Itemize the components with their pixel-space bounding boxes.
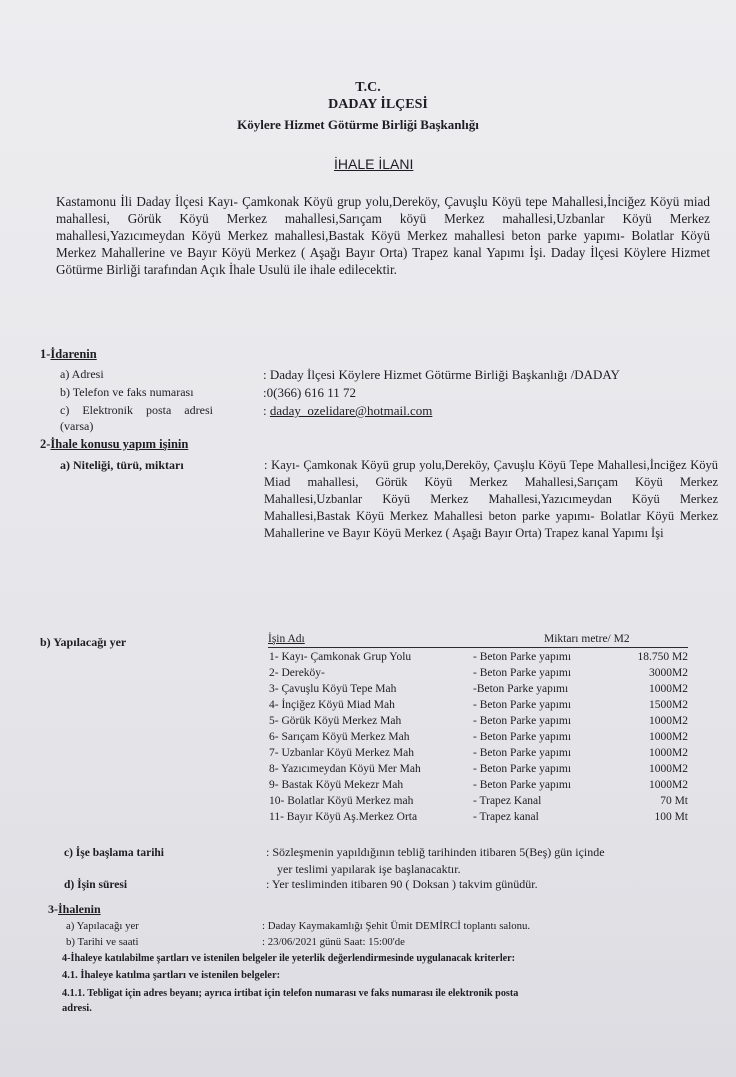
work-type: - Beton Parke yapımı [473, 667, 572, 679]
section1-heading [40, 347, 97, 362]
section3-heading [48, 902, 101, 917]
header-district: DADAY İLÇESİ [328, 97, 428, 112]
works-header-name: İşin Adı [268, 633, 305, 645]
work-qty: 1000M2 [649, 731, 688, 743]
work-qty: 3000M2 [649, 667, 688, 679]
work-name: 1- Kayı- Çamkonak Grup Yolu [269, 651, 412, 663]
tender-place-label: a) Yapılacağı yer [66, 920, 139, 932]
works-header-qty: Miktarı metre/ M2 [544, 633, 630, 645]
start-value-2: yer teslimi yapılarak işe başlanacaktır. [277, 862, 461, 876]
work-qty: 70 Mt [660, 795, 688, 807]
work-qty: 100 Mt [654, 811, 688, 823]
email-varsa: (varsa) [60, 419, 94, 433]
work-type: - Beton Parke yapımı [473, 731, 572, 743]
duration-label: d) İşin süresi [64, 879, 128, 891]
work-name: 11- Bayır Köyü Aş.Merkez Orta [269, 811, 418, 823]
email-label: c) Elektronik posta adresi [60, 403, 213, 417]
intro-paragraph: Kastamonu İli Daday İlçesi Kayı- Çamkonak Köyü grup yolu,Dereköy, Çavuşlu Köyü tepe Mahallesi,İnciğez Köyü miad mahallesi, Görük Köyü Merkez mahallesi,Sarıçam köyü Merkez mahallesi,Uzbanlar Köyü Merkez mahallesi,Yazıcımeydan Köyü Merkez mahallesi,Bastak Köyü Merkez mahallesi beton parke yapımı- Bolatlar Köyü Merkez Mahallerine ve Bayır Köyü Merkez ( Aşağı Bayır Orta) Trapez kanal Yapımı İşi. Daday İlçesi Köylere Hizmet Götürme Birliği tarafından Açık İhale Usulü ile ihale edilecektir. [56, 194, 710, 277]
section2-heading [40, 437, 188, 452]
work-name: 2- Dereköy- [269, 667, 325, 679]
work-name: 4- İnçiğez Köyü Miad Mah [269, 699, 395, 711]
duration-value: : Yer tesliminden itibaren 90 ( Doksan ) takvim günüdür. [266, 877, 538, 891]
work-name: 9- Bastak Köyü Mekezr Mah [269, 779, 404, 791]
tender-date-value: : 23/06/2021 günü Saat: 15:00'de [262, 936, 405, 948]
work-type: - Beton Parke yapımı [473, 779, 572, 791]
email-colon: : [263, 403, 267, 418]
tender-date-label: b) Tarihi ve saati [66, 936, 139, 948]
address-value: : Daday İlçesi Köylere Hizmet Götürme Birliği Başkanlığı /DADAY [263, 367, 620, 382]
address-label: a) Adresi [60, 367, 104, 381]
work-qty: 1000M2 [649, 779, 688, 791]
nature-value: : Kayı- Çamkonak Köyü grup yolu,Dereköy, Çavuşlu Köyü Tepe Mahallesi,İnciğez Köyü Miad mahallesi, Görük Köyü Merkez Mahallesi,Sarıçam Köyü Merkez Mahallesi,Uzbanlar Köyü Merkez Mahallesi,Yazıcımeydan Köyü Merkez Mahallesi,Bastak Köyü Merkez Mahallesi beton parke yapımı- Bolatlar Köyü Merkez Mahallerine ve Bayır Köyü Merkez ( Aşağı Bayır Orta) Trapez kanal Yapımı İşi [264, 458, 718, 540]
work-qty: 1000M2 [649, 763, 688, 775]
notice-title: İHALE İLANI [334, 156, 414, 172]
email-link[interactable]: daday_ozelidare@hotmail.com [269, 403, 433, 418]
work-qty: 1000M2 [649, 747, 688, 759]
section2-num: 2- [40, 437, 51, 451]
start-value-1: : Sözleşmenin yapıldığının tebliğ tarihinden itibaren 5(Beş) gün içinde [266, 845, 605, 859]
work-qty: 18.750 M2 [637, 651, 688, 663]
work-qty: 1000M2 [649, 683, 688, 695]
work-name: 8- Yazıcımeydan Köyü Mer Mah [269, 763, 421, 775]
work-name: 5- Görük Köyü Merkez Mah [269, 715, 402, 727]
phone-label: b) Telefon ve faks numarası [60, 385, 194, 399]
section1-num: 1- [40, 347, 51, 361]
nature-label: a) Niteliği, türü, miktarı [60, 458, 184, 472]
section2-title: İhale konusu yapım işinin [50, 437, 189, 451]
work-name: 7- Uzbanlar Köyü Merkez Mah [269, 747, 414, 759]
work-type: - Beton Parke yapımı [473, 763, 572, 775]
work-type: - Trapez Kanal [473, 795, 542, 807]
section4-line3: 4.1.1. Tebligat için adres beyanı; ayrıca irtibat için telefon numarası ve faks numarası ile elektronik posta [62, 988, 519, 999]
work-type: - Trapez kanal [473, 811, 539, 823]
work-qty: 1000M2 [649, 715, 688, 727]
start-label: c) İşe başlama tarihi [64, 847, 164, 859]
work-name: 6- Sarıçam Köyü Merkez Mah [269, 731, 410, 743]
work-name: 10- Bolatlar Köyü Merkez mah [269, 795, 414, 807]
work-qty: 1500M2 [649, 699, 688, 711]
work-type: - Beton Parke yapımı [473, 651, 572, 663]
section3-num: 3- [48, 902, 58, 916]
phone-value: :0(366) 616 11 72 [263, 385, 357, 400]
header-office: Köylere Hizmet Götürme Birliği Başkanlığı [237, 117, 479, 132]
work-type: - Beton Parke yapımı [473, 715, 572, 727]
section1-title: İdarenin [50, 347, 97, 361]
section4-line2: 4.1. İhaleye katılma şartları ve istenilen belgeler: [62, 970, 281, 981]
header-tc: T.C. [355, 80, 381, 95]
work-name: 3- Çavuşlu Köyü Tepe Mah [269, 683, 397, 695]
section3-title: İhalenin [58, 902, 101, 916]
work-type: - Beton Parke yapımı [473, 747, 572, 759]
place-label: b) Yapılacağı yer [40, 635, 127, 649]
section4-line4: adresi. [62, 1003, 92, 1014]
email-value-line [263, 403, 432, 419]
tender-place-value: : Daday Kaymakamlığı Şehit Ümit DEMİRCİ toplantı salonu. [262, 920, 531, 932]
work-type: -Beton Parke yapımı [473, 683, 569, 695]
work-type: - Beton Parke yapımı [473, 699, 572, 711]
section4-line1: 4-İhaleye katılabilme şartları ve istenilen belgeler ile yeterlik değerlendirmesinde uygulanacak kriterler: [62, 953, 516, 964]
